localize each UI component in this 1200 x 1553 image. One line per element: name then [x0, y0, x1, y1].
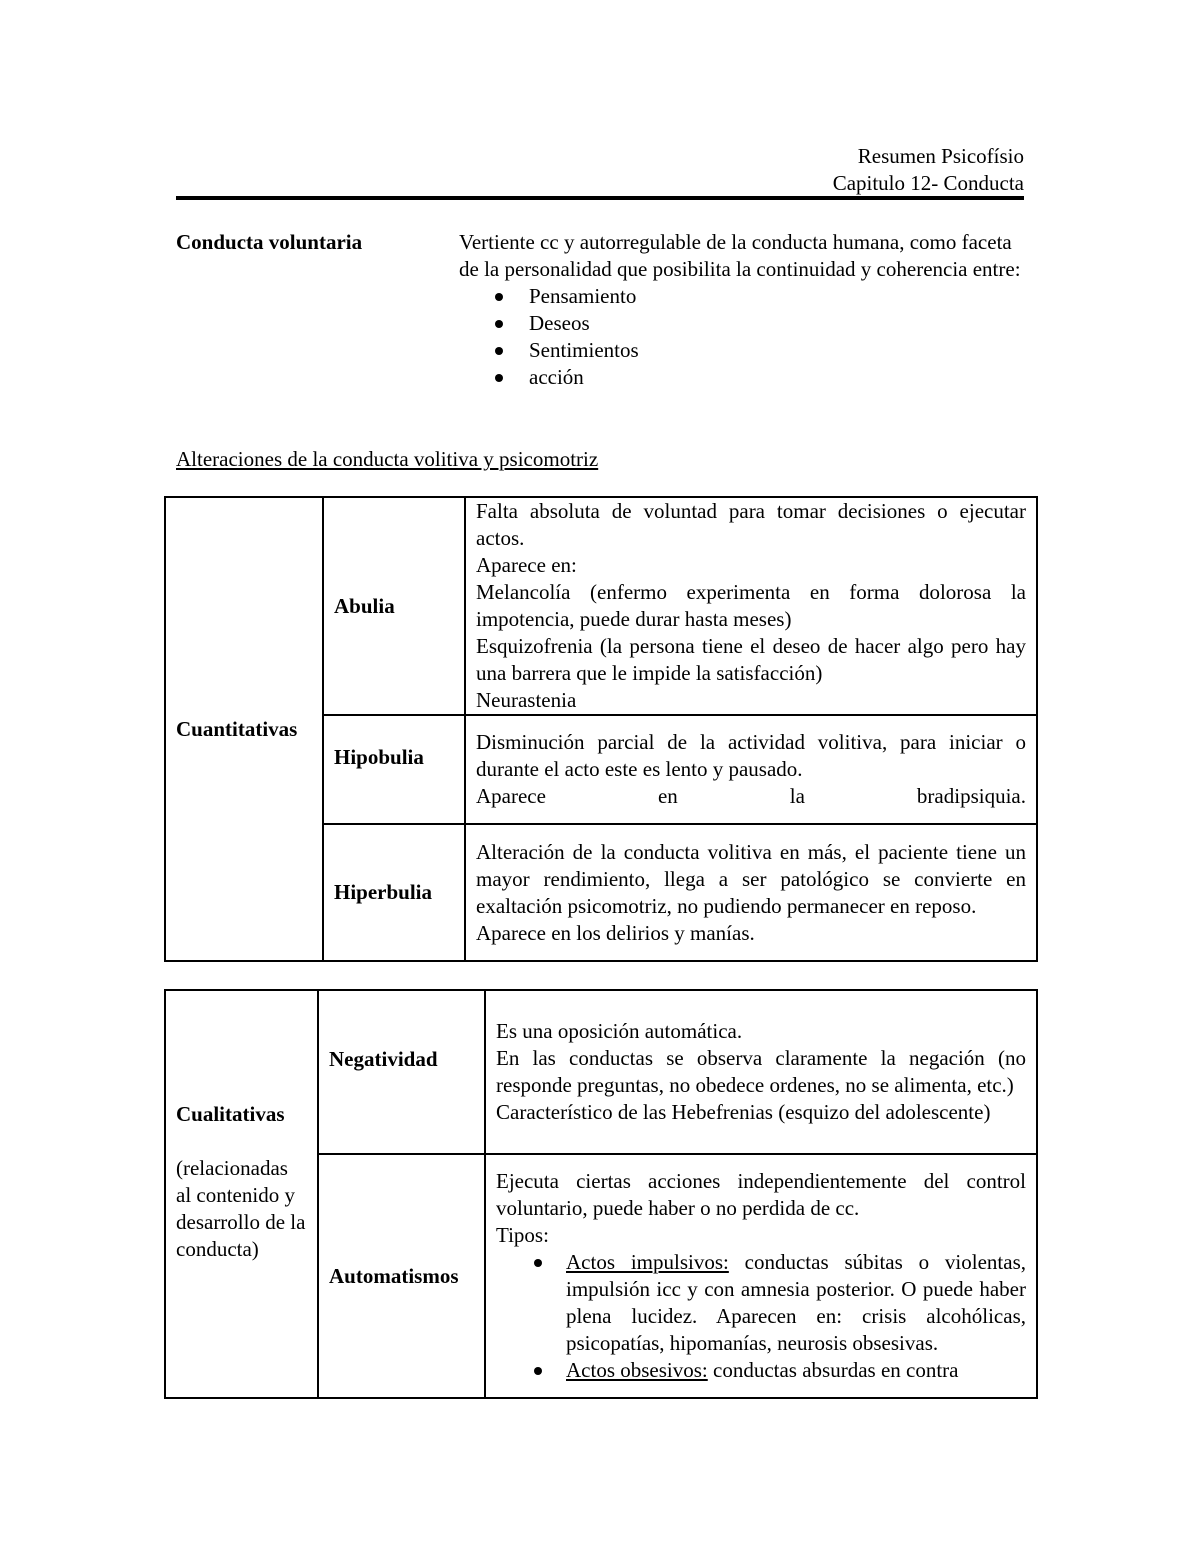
- conducta-voluntaria-term: Conducta voluntaria: [176, 230, 363, 254]
- category-name: Cualitativas: [176, 1102, 285, 1126]
- conducta-voluntaria-definition: [459, 229, 1029, 391]
- desc-hipobulia: Disminución parcial de la actividad volitiva, para iniciar o durante el acto este es lento y pausado. Aparece en la bradipsiquia.: [465, 715, 1037, 824]
- header-chapter: Capitulo 12- Conducta: [832, 171, 1024, 195]
- category-cell: [165, 990, 318, 1398]
- table-row: [165, 990, 1037, 1154]
- definition-text: Vertiente cc y autorregulable de la conducta humana, como faceta de la personalidad que posibilita la continuidad y coherencia entre:: [459, 230, 1021, 281]
- term-hiperbulia: Hiperbulia: [323, 824, 465, 961]
- bullet-icon: [534, 1259, 542, 1267]
- desc-abulia: Falta absoluta de voluntad para tomar decisiones o ejecutar actos. Aparece en: Melancolía (enfermo experimenta en forma dolorosa la impotencia, puede durar hasta meses) Esquizofrenia (la persona tiene el deseo de hacer algo pero hay una barrera que le impide la satisfacción) Neurastenia: [465, 497, 1037, 715]
- desc-hiperbulia: Alteración de la conducta volitiva en más, el paciente tiene un mayor rendimiento, llega a ser patológico se convierte en exaltación psicomotriz, no pudiendo permanecer en reposo. Aparece en los delirios y manías.: [465, 824, 1037, 961]
- bullet-icon: [495, 374, 503, 382]
- header-title: Resumen Psicofísio: [857, 144, 1024, 168]
- bullet-icon: [495, 347, 503, 355]
- list-item: acción: [459, 364, 1029, 391]
- header-rule: [176, 196, 1024, 200]
- term-abulia: Abulia: [323, 497, 465, 715]
- term-negatividad: Negatividad: [318, 990, 485, 1154]
- section-title: Alteraciones de la conducta volitiva y psicomotriz: [176, 447, 599, 471]
- term-hipobulia: Hipobulia: [323, 715, 465, 824]
- list-item: Deseos: [459, 310, 1029, 337]
- list-item: Actos obsesivos: conductas absurdas en contra: [496, 1357, 1026, 1384]
- category-cell: Cuantitativas: [165, 497, 323, 961]
- table-row: [165, 497, 1037, 715]
- desc-negatividad: Es una oposición automática. En las conductas se observa claramente la negación (no responde preguntas, no obedece ordenes, no se alimenta, etc.) Característico de las Hebefrenias (esquizo del adolescente): [485, 990, 1037, 1154]
- page-header: [833, 143, 1024, 197]
- category-note: (relacionadas al contenido y desarrollo de la conducta): [176, 1156, 306, 1261]
- term-automatismos: Automatismos: [318, 1154, 485, 1398]
- list-item: Actos impulsivos: conductas súbitas o violentas, impulsión icc y con amnesia posterior. O puede haber plena lucidez. Aparecen en: crisis alcohólicas, psicopatías, hipomanías, neurosis obsesivas.: [496, 1249, 1026, 1357]
- bullet-icon: [495, 293, 503, 301]
- list-item: Pensamiento: [459, 283, 1029, 310]
- bullet-icon: [534, 1367, 542, 1375]
- definition-list: [459, 283, 1029, 391]
- table-cualitativas: [164, 989, 1038, 1399]
- table-cuantitativas: [164, 496, 1038, 962]
- desc-automatismos: Ejecuta ciertas acciones independientemente del control voluntario, puede haber o no perdida de cc. Tipos: Actos impulsivos: conductas súbitas o violentas, impulsión icc y con amnesia posterior. O puede haber plena lucidez. Aparecen en: crisis alcohólicas, psicopatías, hipomanías, neurosis obsesivas. Actos obsesivos: conductas absurdas en contra: [485, 1154, 1037, 1398]
- bullet-icon: [495, 320, 503, 328]
- types-list: [496, 1249, 1026, 1384]
- list-item: Sentimientos: [459, 337, 1029, 364]
